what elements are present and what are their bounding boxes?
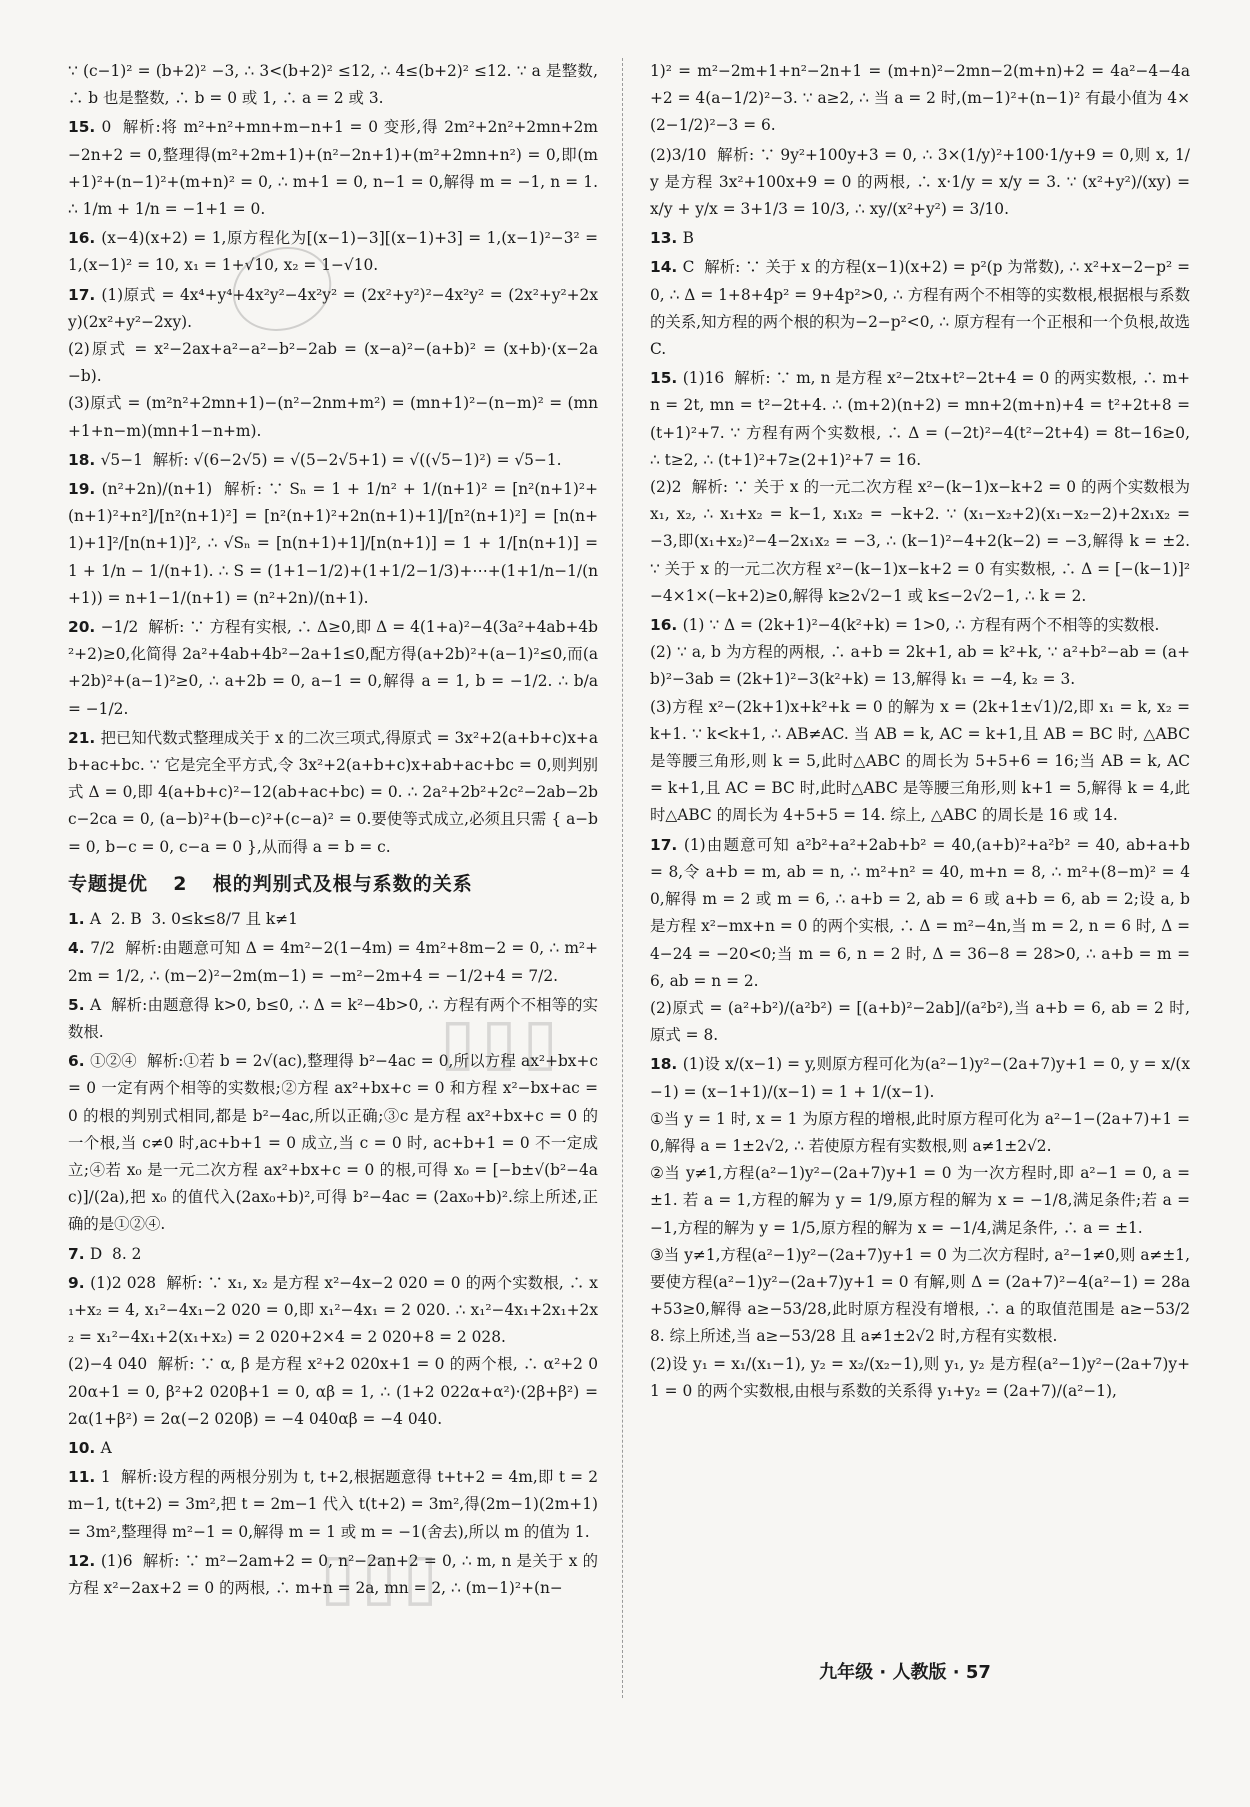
answer-text: ①②④ 解析:①若 b = 2√(ac),整理得 b²−4ac = 0,所以方程 ax²+bx+c = 0 一定有两个相等的实数根;②方程 ax²+bx+c = 0 和方程 x²−bx+ac = 0 的根的判别式相同,都是 b²−4ac,所以正确;③c 是方程 ax²+bx+c = 0 的一个根,当 c≠0 时,ac+b+1 = 0 成立,当 c = 0 时, ac+b+1 = 0 不一定成立;④若 x₀ 是一元二次方程 ax²+bx+c = 0 的根,可得 x₀ = [−b±√(b²−4ac)]/(2a),把 x₀ 的值代入(2ax₀+b)²,可得 b²−4ac = (2ax₀+b)².综上所述,正确的是①②④. [68,1052,603,1234]
answer-text: 把已知代数式整理成关于 x 的二次三项式,得原式 = 3x²+2(a+b+c)x+ab+ac+bc. ∵ 它是完全平方式,令 3x²+2(a+b+c)x+ab+ac+bc = 0,则判别式 Δ = 0,即 4(a+b+c)²−12(ab+ac+bc) = 0. ∴ 2a²+2b²+2c²−2ab−2bc−2ca = 0, (a−b)²+(b−c)²+(c−a)² = 0.要使等式成立,必须且只需 { a−b = 0, b−c = 0, c−a = 0 },从而得 a = b = c. [68,728,603,856]
answer-text: 1 解析:设方程的两根分别为 t, t+2,根据题意得 t+t+2 = 4m,即 t = 2m−1, t(t+2) = 3m²,把 t = 2m−1 代入 t(t+2) = 3m²,得(2m−1)(2m+1) = 3m²,整理得 m²−1 = 0,解得 m = 1 或 m = −1(舍去),所以 m 的值为 1. [68,1468,603,1541]
answer-item [68,1464,603,1546]
answer-item [650,225,1190,252]
answer-text: (1)2 028 解析: ∵ x₁, x₂ 是方程 x²−4x−2 020 = 0 的两个实数根, ∴ x₁+x₂ = 4, x₁²−4x₁−2 020 = 0,即 x₁²−4x₁ = 2 020. ∴ x₁²−4x₁+2x₁+2x₂ = x₁²−4x₁+2(x₁+x₂) = 2 020+2×4 = 2 020+8 = 2 028. (2)−4 040 解析: ∵ α, β 是方程 x²+2 020x+1 = 0 的两个根, ∴ α²+2 020α+1 = 0, β²+2 020β+1 = 0, αβ = 1, ∴ (1+2 022α+α²)·(2β+β²) = 2α(1+β²) = 2α(−2 020β) = −4 040αβ = −4 040. [68,1273,598,1428]
answer-text: C 解析: ∵ 关于 x 的方程(x−1)(x+2) = p²(p 为常数), ∴ x²+x−2−p² = 0, ∴ Δ = 1+8+4p² = 9+4p²>0, ∴ 方程有两个不相等的实数根,根据根与系数的关系,知方程的两个根的积为−2−p²<0, ∴ 原方程有一个正根和一个负根,故选 C. [650,258,1195,359]
question-number: 17. [650,835,684,854]
answer-text: 1)² = m²−2m+1+n²−2n+1 = (m+n)²−2mn−2(m+n)+2 = 4a²−4−4a+2 = 4(a−1/2)²−3. ∵ a≥2, ∴ 当 a = 2 时,(m−1)²+(n−1)² 有最小值为 4×(2−1/2)²−3 = 6. [650,62,1190,135]
question-number: 12. [68,1551,101,1570]
question-number: 13. [650,229,683,248]
watermark-lower: ▯▯▯ [320,1540,444,1614]
answer-item [68,447,598,474]
answer-text: A [100,1438,112,1457]
answer-item [68,1548,598,1602]
answer-item [68,906,598,933]
section-heading-label: 专题提优 [68,872,149,895]
answer-item [650,832,1190,1050]
answer-item [68,225,603,279]
answer-text: D 8. 2 [89,1244,142,1263]
question-number: 4. [68,939,91,958]
answer-item [68,58,603,112]
answer-item [650,142,1195,224]
answer-item [650,1051,1190,1405]
answer-item [68,1241,598,1268]
page-footer [0,1658,1250,1684]
answer-item [68,1048,603,1238]
section-heading [68,871,598,898]
answer-item [68,114,603,223]
answer-item [68,614,603,723]
answer-item [68,1270,598,1433]
question-number: 15. [68,118,102,137]
question-number: 16. [68,229,102,248]
question-number: 11. [68,1468,101,1487]
answer-text: (1) ∵ Δ = (2k+1)²−4(k²+k) = 1>0, ∴ 方程有两个不相等的实数根. (2) ∵ a, b 为方程的两根, ∴ a+b = 2k+1, ab = k²+k, ∵ a²+b²−ab = (a+b)²−3ab = (2k+1)²−3(k²+k) = 13,解得 k₁ = −4, k₂ = 3. (3)方程 x²−(2k+1)x+k²+k = 0 的解为 x = (2k+1±√1)/2,即 x₁ = k, x₂ = k+1. ∵ k<k+1, ∴ AB≠AC. 当 AB = k, AC = k+1,且 AB = BC 时, △ABC 是等腰三角形,则 k = 5,此时△ABC 的周长为 5+5+6 = 16;当 AB = k, AC = k+1,且 AC = BC 时,此时△ABC 是等腰三角形,则 k+1 = 5,解得 k = 4,此时△ABC 的周长为 4+5+5 = 14. 综上, △ABC 的周长是 16 或 14. [650,616,1190,825]
question-number: 20. [68,618,101,637]
answer-text: 7/2 解析:由题意可知 Δ = 4m²−2(1−4m) = 4m²+8m−2 = 0, ∴ m²+2m = 1/2, ∴ (m−2)²−2m(m−1) = −m²−2m+4 = −1/2+4 = 7/2. [68,939,598,985]
answer-item [650,612,1190,830]
answer-item [650,254,1195,363]
question-number: 14. [650,258,683,277]
watermark-upper: ▯▯▯ [440,1005,564,1079]
answer-item [68,992,598,1046]
section-heading-title: 根的判别式及根与系数的关系 [212,872,473,895]
answer-text: (1)16 解析: ∵ m, n 是方程 x²−2tx+t²−2t+4 = 0 的两实数根, ∴ m+n = 2t, mn = t²−2t+4. ∴ (m+2)(n+2) = mn+2(m+n)+4 = t²+2t+8 = (t+1)²+7. ∵ 方程有两个实数根, ∴ Δ = (−2t)²−4(t²−2t+4) = 8t−16≥0, ∴ t≥2, ∴ (t+1)²+7≥(2+1)²+7 = 16. (2)2 解析: ∵ 关于 x 的一元二次方程 x²−(k−1)x−k+2 = 0 的两个实数根为 x₁, x₂, ∴ x₁+x₂ = k−1, x₁x₂ = −k+2. ∵ (x₁−x₂+2)(x₁−x₂−2)+2x₁x₂ = −3,即(x₁+x₂)²−4−2x₁x₂ = −3, ∴ (k−1)²−4+2(k−2) = −3,解得 k = ±2. ∵ 关于 x 的一元二次方程 x²−(k−1)x−k+2 = 0 有实数根, ∴ Δ = [−(k−1)]²−4×1×(−k+2)≥0,解得 k≥2√2−1 或 k≤−2√2−1, ∴ k = 2. [650,369,1190,605]
answer-text: A 解析:由题意得 k>0, b≤0, ∴ Δ = k²−4b>0, ∴ 方程有两个不相等的实数根. [68,995,598,1041]
question-number: 15. [650,369,683,388]
answer-text: (1)6 解析: ∵ m²−2am+2 = 0, n²−2an+2 = 0, ∴ m, n 是关于 x 的方程 x²−2ax+2 = 0 的两根, ∴ m+n = 2a, mn = 2, ∴ (m−1)²+(n− [68,1551,599,1597]
answer-text: (2)3/10 解析: ∵ 9y²+100y+3 = 0, ∴ 3×(1/y)²+100·1/y+9 = 0,则 x, 1/y 是方程 3x²+100x+9 = 0 的两根, ∴ x·1/y = x/y = 3. ∵ (x²+y²)/(xy) = x/y + y/x = 3+1/3 = 10/3, ∴ xy/(x²+y²) = 3/10. [650,145,1195,219]
question-number: 18. [650,1055,683,1074]
answer-text: (1)原式 = 4x⁴+y⁴+4x²y²−4x²y² = (2x²+y²)²−4x²y² = (2x²+y²+2xy)(2x²+y²−2xy). (2)原式 = x²−2ax+a²−a²−b²−2ab = (x−a)²−(a+b)² = (x+b)·(x−2a−b). (3)原式 = (m²n²+2mn+1)−(n²−2nm+m²) = (mn+1)²−(n−m)² = (mn+1+n−m)(mn+1−n+m). [68,285,598,440]
question-number: 10. [68,1438,101,1457]
answer-text: (1)由题意可知 a²b²+a²+2ab+b² = 40,(a+b)²+a²b² = 40, ab+a+b = 8,令 a+b = m, ab = n, ∴ m²+n² = 40, m+n = 8, ∴ m²+(8−m)² = 40,解得 m = 2 或 m = 6, ∴ a+b = 2, ab = 6 或 a+b = 6, ab = 2;设 a, b 是方程 x²−mx+n = 0 的两个实根, ∴ Δ = m²−4n,当 m = 2, n = 6 时, Δ = 4−24 = −20<0;当 m = 6, n = 2 时, Δ = 36−8 = 28>0, ∴ a+b = m = 6, ab = n = 2. (2)原式 = (a²+b²)/(a²b²) = [(a+b)²−2ab]/(a²b²),当 a+b = 6, ab = 2 时,原式 = 8. [650,835,1190,1045]
question-number: 19. [68,480,102,499]
answer-text: ∵ (c−1)² = (b+2)² −3, ∴ 3<(b+2)² ≤12, ∴ 4≤(b+2)² ≤12. ∵ a 是整数, ∴ b 也是整数, ∴ b = 0 或 1, ∴ a = 2 或 3. [68,62,603,108]
answer-text: 0 解析:将 m²+n²+mn+m−n+1 = 0 变形,得 2m²+2n²+2mn+2m−2n+2 = 0,整理得(m²+2m+1)+(n²−2n+1)+(m²+2mn+n²) = 0,即(m+1)²+(n−1)²+(m+n)² = 0, ∴ m+1 = 0, n−1 = 0,解得 m = −1, n = 1. ∴ 1/m + 1/n = −1+1 = 0. [68,118,603,219]
question-number: 16. [650,616,683,635]
answer-item [68,1435,598,1462]
answer-text: (n²+2n)/(n+1) 解析: ∵ Sₙ = 1 + 1/n² + 1/(n+1)² = [n²(n+1)²+(n+1)²+n²]/[n²(n+1)²] = [n²(n+1)²+2n(n+1)+1]/[n²(n+1)²] = [n(n+1)+1]²/[n(n+1)]², ∴ √Sₙ = [n(n+1)+1]/[n(n+1)] = 1 + 1/[n(n+1)] = 1 + 1/n − 1/(n+1). ∴ S = (1+1−1/2)+(1+1/2−1/3)+⋯+(1+1/n−1/(n+1)) = n+1−1/(n+1) = (n²+2n)/(n+1). [68,480,603,607]
question-number: 17. [68,285,102,304]
answer-text: (x−4)(x+2) = 1,原方程化为[(x−1)−3][(x−1)+3] = 1,(x−1)²−3² = 1,(x−1)² = 10, x₁ = 1+√10, x₂ = 1−√10. [68,229,603,275]
question-number: 7. [68,1244,90,1263]
section-heading-number: 2 [173,872,188,895]
answer-item [68,476,603,612]
column-divider [622,58,623,1698]
left-column [68,58,603,1604]
answer-text: √5−1 解析: √(6−2√5) = √(5−2√5+1) = √((√5−1)²) = √5−1. [100,450,562,469]
left-answers-part2 [68,906,603,1602]
question-number: 6. [68,1052,91,1071]
footer-text: 九年级 · 人教版 · 57 [819,1662,991,1683]
question-number: 18. [68,450,101,469]
answer-text: B [682,229,694,248]
answer-text: A 2. B 3. 0≤k≤8/7 且 k≠1 [89,910,298,929]
answer-item [68,725,603,861]
answer-text: −1/2 解析: ∵ 方程有实根, ∴ Δ≥0,即 Δ = 4(1+a)²−4(3a²+4ab+4b²+2)≥0,化简得 2a²+4ab+4b²−2a+1≤0,配方得(a+2b)²+(a−1)²≤0,而(a+2b)²+(a−1)²≥0, ∴ a+2b = 0, a−1 = 0,解得 a = 1, b = −1/2. ∴ b/a = −1/2. [68,618,603,718]
question-number: 21. [68,728,101,747]
answer-text: (1)设 x/(x−1) = y,则原方程可化为(a²−1)y²−(2a+7)y+1 = 0, y = x/(x−1) = (x−1+1)/(x−1) = 1 + 1/(x−1). ①当 y = 1 时, x = 1 为原方程的增根,此时原方程可化为 a²−1−(2a+7)+1 = 0,解得 a = 1±2√2, ∴ 若使原方程有实数根,则 a≠1±2√2. ②当 y≠1,方程(a²−1)y²−(2a+7)y+1 = 0 为一次方程时,即 a²−1 = 0, a = ±1. 若 a = 1,方程的解为 y = 1/9,原方程的解为 x = −1/8,满足条件;若 a = −1,方程的解为 y = 1/5,原方程的解为 x = −1/4,满足条件, ∴ a = ±1. ③当 y≠1,方程(a²−1)y²−(2a+7)y+1 = 0 为二次方程时, a²−1≠0,则 a≠±1,要使方程(a²−1)y²−(2a+7)y+1 = 0 有解,则 Δ = (2a+7)²−4(a²−1) = 28a+53≥0,解得 a≥−53/28,此时原方程没有增根, ∴ a 的取值范围是 a≥−53/28. 综上所述,当 a≥−53/28 且 a≠1±2√2 时,方程有实数根. (2)设 y₁ = x₁/(x₁−1), y₂ = x₂/(x₂−1),则 y₁, y₂ 是方程(a²−1)y²−(2a+7)y+1 = 0 的两个实数根,由根与系数的关系得 y₁+y₂ = (2a+7)/(a²−1), [650,1055,1191,1400]
right-column [650,58,1195,1407]
question-number: 5. [68,995,91,1014]
answer-item [68,935,598,989]
answer-item [650,365,1190,610]
answer-item [650,58,1190,140]
right-answers [650,58,1195,1405]
answer-item [68,282,598,445]
left-answers-part1 [68,58,603,861]
question-number: 1. [68,910,90,929]
question-number: 9. [68,1273,91,1292]
